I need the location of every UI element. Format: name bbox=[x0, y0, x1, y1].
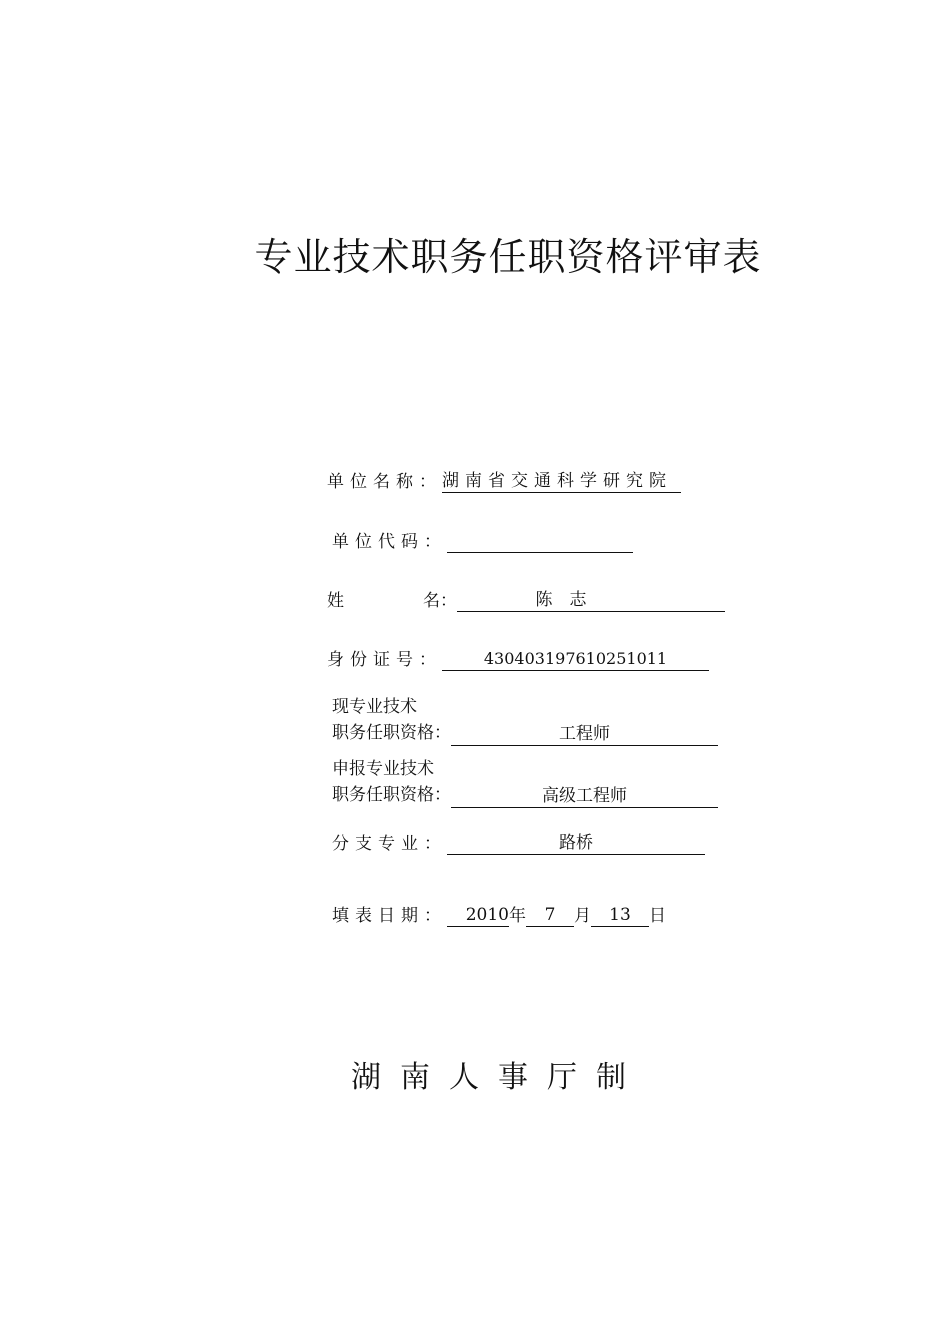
fill-date-label: 填表日期： bbox=[332, 906, 447, 926]
name-row bbox=[327, 589, 725, 612]
current-title-label-line1: 现专业技术 bbox=[332, 697, 417, 717]
unit-code-field[interactable] bbox=[447, 530, 633, 553]
name-field[interactable] bbox=[457, 589, 725, 612]
unit-name-field[interactable] bbox=[442, 470, 681, 493]
fill-date-day: 13 bbox=[609, 905, 631, 925]
fill-date-month-unit: 月 bbox=[574, 906, 591, 926]
unit-code-label: 单位代码： bbox=[332, 532, 447, 552]
id-number-value: 430403197610251011 bbox=[483, 649, 668, 668]
fill-date-day-field[interactable] bbox=[591, 904, 649, 927]
name-value: 陈 志 bbox=[535, 590, 587, 610]
specialty-label: 分支专业： bbox=[332, 834, 447, 854]
applied-title-label-line1: 申报专业技术 bbox=[332, 759, 434, 779]
current-title-label-line2: 职务任职资格： bbox=[332, 723, 451, 743]
name-label-second: 名： bbox=[423, 591, 457, 611]
id-number-field[interactable] bbox=[442, 648, 709, 671]
unit-name-value: 湖南省交通科学研究院 bbox=[442, 471, 672, 491]
issuer-footer: 湖南人事厅制 bbox=[351, 1060, 645, 1095]
applied-title-row bbox=[332, 756, 718, 808]
fill-date-year-unit: 年 bbox=[509, 906, 526, 926]
applied-title-value: 高级工程师 bbox=[542, 786, 627, 806]
unit-name-label: 单位名称： bbox=[327, 472, 442, 492]
specialty-row bbox=[332, 832, 705, 855]
specialty-field[interactable] bbox=[447, 832, 705, 855]
fill-date-year: 2010 bbox=[465, 905, 509, 925]
fill-date-year-field[interactable] bbox=[447, 904, 509, 927]
current-title-value: 工程师 bbox=[559, 724, 610, 744]
applied-title-label-line2: 职务任职资格： bbox=[332, 785, 451, 805]
fill-date-month-field[interactable] bbox=[526, 904, 574, 927]
unit-code-row bbox=[332, 530, 633, 553]
unit-name-row bbox=[327, 470, 681, 493]
current-title-field[interactable] bbox=[451, 723, 718, 746]
applied-title-field[interactable] bbox=[451, 785, 718, 808]
name-label-first: 姓 bbox=[327, 591, 344, 611]
fill-date-month: 7 bbox=[544, 905, 556, 925]
id-number-label: 身份证号： bbox=[327, 650, 442, 670]
id-number-row bbox=[327, 648, 709, 671]
current-title-row bbox=[332, 694, 718, 746]
fill-date-row bbox=[332, 904, 666, 927]
document-title: 专业技术职务任职资格评审表 bbox=[254, 235, 762, 279]
specialty-value: 路桥 bbox=[559, 833, 593, 853]
fill-date-day-unit: 日 bbox=[649, 906, 666, 926]
